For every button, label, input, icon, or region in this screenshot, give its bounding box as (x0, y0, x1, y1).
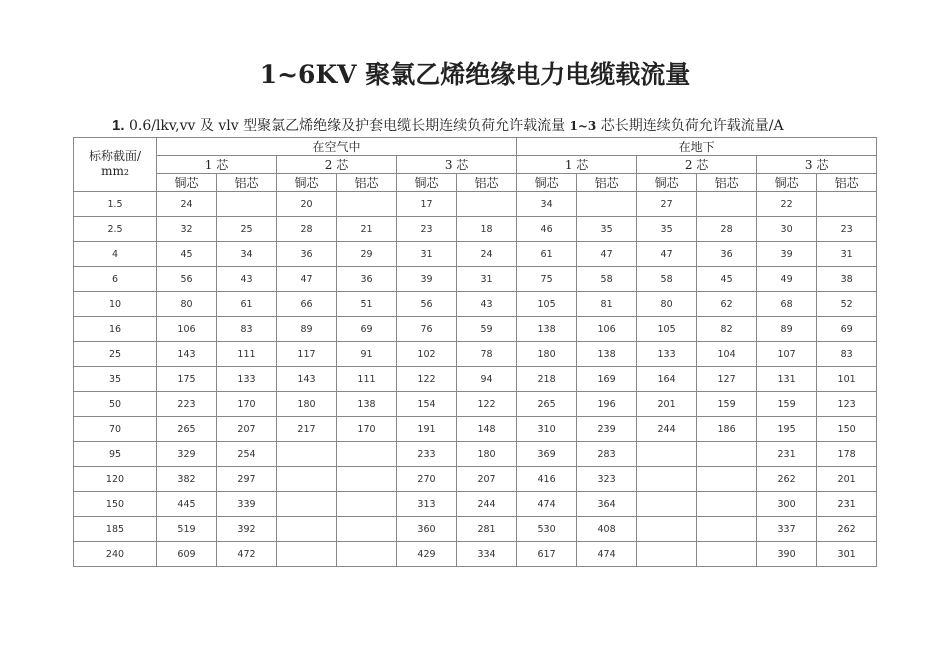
cell-current-value: 45 (697, 267, 757, 292)
cell-current-value: 369 (517, 442, 577, 467)
cell-current-value: 66 (277, 292, 337, 317)
cell-section-size: 150 (74, 492, 157, 517)
cell-current-value: 111 (217, 342, 277, 367)
cell-current-value (277, 517, 337, 542)
cell-current-value: 43 (457, 292, 517, 317)
cell-current-value (337, 517, 397, 542)
cell-current-value: 47 (277, 267, 337, 292)
table-row (74, 517, 877, 542)
cell-section-size: 185 (74, 517, 157, 542)
cell-current-value: 62 (697, 292, 757, 317)
cell-current-value: 47 (577, 242, 637, 267)
header-conductor-material: 铝芯 (817, 174, 877, 192)
cell-current-value: 143 (157, 342, 217, 367)
cell-current-value: 75 (517, 267, 577, 292)
cell-current-value: 131 (757, 367, 817, 392)
cell-current-value: 617 (517, 542, 577, 567)
cell-current-value (277, 442, 337, 467)
cell-current-value: 18 (457, 217, 517, 242)
cell-current-value (817, 192, 877, 217)
cell-current-value: 218 (517, 367, 577, 392)
cell-current-value: 297 (217, 467, 277, 492)
cell-current-value: 254 (217, 442, 277, 467)
cell-current-value: 117 (277, 342, 337, 367)
cell-current-value: 27 (637, 192, 697, 217)
cell-current-value (217, 192, 277, 217)
cell-current-value: 34 (217, 242, 277, 267)
cell-current-value: 262 (757, 467, 817, 492)
table-row (74, 492, 877, 517)
header-conductor-material: 铝芯 (217, 174, 277, 192)
cell-current-value (277, 492, 337, 517)
cell-current-value (457, 192, 517, 217)
cell-section-size: 25 (74, 342, 157, 367)
cell-current-value: 104 (697, 342, 757, 367)
cell-current-value: 201 (817, 467, 877, 492)
cell-current-value (697, 517, 757, 542)
cell-current-value: 239 (577, 417, 637, 442)
cell-current-value: 122 (457, 392, 517, 417)
header-conductor-material: 铜芯 (757, 174, 817, 192)
cell-current-value: 175 (157, 367, 217, 392)
cell-current-value: 196 (577, 392, 637, 417)
cell-current-value: 445 (157, 492, 217, 517)
table-row (74, 467, 877, 492)
cell-current-value: 123 (817, 392, 877, 417)
cell-current-value: 35 (637, 217, 697, 242)
cell-current-value: 178 (817, 442, 877, 467)
cell-current-value: 81 (577, 292, 637, 317)
header-core-count: 1 芯 (157, 156, 277, 174)
cell-current-value: 31 (817, 242, 877, 267)
cell-current-value: 300 (757, 492, 817, 517)
cell-current-value (337, 492, 397, 517)
cell-section-size: 120 (74, 467, 157, 492)
cell-current-value: 59 (457, 317, 517, 342)
cell-current-value: 170 (337, 417, 397, 442)
cell-current-value: 39 (757, 242, 817, 267)
header-conductor-material: 铜芯 (637, 174, 697, 192)
cell-section-size: 240 (74, 542, 157, 567)
cell-current-value: 133 (217, 367, 277, 392)
cell-current-value: 101 (817, 367, 877, 392)
cell-current-value: 69 (817, 317, 877, 342)
cell-current-value (637, 467, 697, 492)
cell-current-value: 36 (277, 242, 337, 267)
cell-current-value: 265 (157, 417, 217, 442)
cell-current-value: 46 (517, 217, 577, 242)
ampacity-table (73, 137, 877, 567)
cell-current-value: 105 (517, 292, 577, 317)
table-row (74, 317, 877, 342)
cell-current-value: 52 (817, 292, 877, 317)
cell-current-value: 472 (217, 542, 277, 567)
cell-current-value: 23 (817, 217, 877, 242)
cell-current-value: 207 (217, 417, 277, 442)
cell-current-value: 69 (337, 317, 397, 342)
cell-current-value: 283 (577, 442, 637, 467)
header-conductor-material: 铝芯 (457, 174, 517, 192)
cell-current-value: 334 (457, 542, 517, 567)
cell-current-value: 20 (277, 192, 337, 217)
cell-current-value: 244 (637, 417, 697, 442)
cell-current-value: 339 (217, 492, 277, 517)
cell-current-value: 61 (217, 292, 277, 317)
cell-current-value: 164 (637, 367, 697, 392)
cell-current-value: 530 (517, 517, 577, 542)
cell-current-value: 186 (697, 417, 757, 442)
header-in-air: 在空气中 (157, 138, 517, 156)
cell-current-value: 265 (517, 392, 577, 417)
header-conductor-material: 铝芯 (577, 174, 637, 192)
cell-current-value: 323 (577, 467, 637, 492)
cell-current-value: 138 (517, 317, 577, 342)
cell-current-value: 270 (397, 467, 457, 492)
cell-current-value: 301 (817, 542, 877, 567)
cell-current-value: 154 (397, 392, 457, 417)
cell-section-size: 10 (74, 292, 157, 317)
header-core-count: 3 芯 (757, 156, 877, 174)
table-row (74, 442, 877, 467)
cell-current-value (577, 192, 637, 217)
cell-current-value: 107 (757, 342, 817, 367)
cell-current-value (637, 517, 697, 542)
cell-current-value: 36 (697, 242, 757, 267)
cell-current-value: 150 (817, 417, 877, 442)
cell-current-value: 25 (217, 217, 277, 242)
table-row (74, 217, 877, 242)
cell-current-value: 122 (397, 367, 457, 392)
cell-current-value: 127 (697, 367, 757, 392)
cell-current-value: 80 (637, 292, 697, 317)
table-caption (112, 115, 784, 135)
cell-current-value: 61 (517, 242, 577, 267)
cell-current-value: 111 (337, 367, 397, 392)
cell-current-value: 68 (757, 292, 817, 317)
cell-current-value: 56 (397, 292, 457, 317)
caption-number: 1. (112, 117, 125, 134)
cell-current-value: 24 (457, 242, 517, 267)
cell-current-value: 22 (757, 192, 817, 217)
table-row (74, 417, 877, 442)
cell-current-value: 233 (397, 442, 457, 467)
cell-current-value: 281 (457, 517, 517, 542)
cell-current-value: 36 (337, 267, 397, 292)
cell-current-value: 408 (577, 517, 637, 542)
cell-current-value: 474 (577, 542, 637, 567)
header-conductor-material: 铝芯 (337, 174, 397, 192)
cell-current-value: 609 (157, 542, 217, 567)
table-row (74, 242, 877, 267)
cell-current-value: 195 (757, 417, 817, 442)
cell-current-value: 262 (817, 517, 877, 542)
cell-current-value (637, 542, 697, 567)
cell-current-value: 56 (157, 267, 217, 292)
cell-current-value: 47 (637, 242, 697, 267)
cell-current-value: 45 (157, 242, 217, 267)
cell-current-value: 392 (217, 517, 277, 542)
cell-current-value: 180 (277, 392, 337, 417)
cell-current-value: 78 (457, 342, 517, 367)
cell-current-value: 143 (277, 367, 337, 392)
cell-section-size: 1.5 (74, 192, 157, 217)
cell-current-value: 82 (697, 317, 757, 342)
caption-rest: 芯长期连续负荷允许载流量/A (596, 118, 784, 134)
cell-current-value: 310 (517, 417, 577, 442)
document-title: 1~6KV 聚氯乙烯绝缘电力电缆载流量 (259, 60, 691, 89)
header-conductor-material: 铜芯 (157, 174, 217, 192)
cell-current-value: 31 (397, 242, 457, 267)
table-row (74, 292, 877, 317)
header-conductor-material: 铜芯 (277, 174, 337, 192)
cell-current-value (637, 492, 697, 517)
cell-current-value: 244 (457, 492, 517, 517)
header-core-count: 2 芯 (637, 156, 757, 174)
cell-current-value: 217 (277, 417, 337, 442)
table-row (74, 192, 877, 217)
cell-current-value: 313 (397, 492, 457, 517)
header-conductor-material: 铝芯 (697, 174, 757, 192)
cell-current-value: 138 (337, 392, 397, 417)
caption-text: 0.6/lkv,vv 及 vlv 型聚氯乙烯绝缘及护套电缆长期连续负荷允许载流量 (124, 118, 570, 134)
cell-current-value: 390 (757, 542, 817, 567)
cell-current-value: 364 (577, 492, 637, 517)
cell-section-size: 50 (74, 392, 157, 417)
cell-section-size: 35 (74, 367, 157, 392)
cell-current-value: 159 (697, 392, 757, 417)
cell-current-value: 38 (817, 267, 877, 292)
caption-bold: 1~3 (569, 119, 597, 133)
cell-current-value: 51 (337, 292, 397, 317)
cell-current-value: 223 (157, 392, 217, 417)
cell-current-value (337, 192, 397, 217)
cell-current-value: 91 (337, 342, 397, 367)
cell-current-value: 83 (817, 342, 877, 367)
cell-current-value: 159 (757, 392, 817, 417)
cell-current-value: 39 (397, 267, 457, 292)
cell-section-size: 70 (74, 417, 157, 442)
cell-current-value: 49 (757, 267, 817, 292)
cell-current-value: 519 (157, 517, 217, 542)
cell-section-size: 4 (74, 242, 157, 267)
header-underground: 在地下 (517, 138, 877, 156)
cell-current-value (337, 442, 397, 467)
cell-current-value: 201 (637, 392, 697, 417)
cell-current-value: 102 (397, 342, 457, 367)
cell-current-value: 429 (397, 542, 457, 567)
header-core-count: 3 芯 (397, 156, 517, 174)
cell-section-size: 6 (74, 267, 157, 292)
cell-current-value: 106 (577, 317, 637, 342)
cell-current-value (277, 467, 337, 492)
cell-current-value (697, 542, 757, 567)
cell-current-value: 35 (577, 217, 637, 242)
cell-current-value (697, 492, 757, 517)
table-row (74, 392, 877, 417)
cell-current-value: 329 (157, 442, 217, 467)
cell-current-value: 31 (457, 267, 517, 292)
cell-current-value (277, 542, 337, 567)
cell-current-value: 138 (577, 342, 637, 367)
cell-current-value: 80 (157, 292, 217, 317)
cell-current-value (697, 442, 757, 467)
table-row (74, 342, 877, 367)
cell-current-value: 94 (457, 367, 517, 392)
cell-current-value: 191 (397, 417, 457, 442)
cell-current-value: 76 (397, 317, 457, 342)
cell-current-value: 207 (457, 467, 517, 492)
cell-current-value (697, 192, 757, 217)
cell-current-value (337, 542, 397, 567)
header-core-count: 2 芯 (277, 156, 397, 174)
header-nominal-section: 标称截面/ mm2 (74, 138, 157, 192)
cell-current-value: 29 (337, 242, 397, 267)
cell-current-value: 34 (517, 192, 577, 217)
header-core-count: 1 芯 (517, 156, 637, 174)
cell-current-value: 170 (217, 392, 277, 417)
table-row (74, 542, 877, 567)
cell-current-value: 30 (757, 217, 817, 242)
cell-current-value: 32 (157, 217, 217, 242)
cell-section-size: 16 (74, 317, 157, 342)
table-row (74, 267, 877, 292)
cell-current-value: 89 (277, 317, 337, 342)
cell-section-size: 95 (74, 442, 157, 467)
cell-current-value: 58 (577, 267, 637, 292)
cell-section-size: 2.5 (74, 217, 157, 242)
cell-current-value: 28 (277, 217, 337, 242)
cell-current-value: 180 (457, 442, 517, 467)
cell-current-value: 17 (397, 192, 457, 217)
cell-current-value (697, 467, 757, 492)
header-conductor-material: 铜芯 (517, 174, 577, 192)
cell-current-value: 89 (757, 317, 817, 342)
cell-current-value: 474 (517, 492, 577, 517)
cell-current-value: 416 (517, 467, 577, 492)
cell-current-value: 43 (217, 267, 277, 292)
cell-current-value: 169 (577, 367, 637, 392)
cell-current-value (337, 467, 397, 492)
cell-current-value: 231 (817, 492, 877, 517)
cell-current-value: 23 (397, 217, 457, 242)
cell-current-value (637, 442, 697, 467)
table-row (74, 367, 877, 392)
cell-current-value: 337 (757, 517, 817, 542)
cell-current-value: 21 (337, 217, 397, 242)
cell-current-value: 58 (637, 267, 697, 292)
cell-current-value: 24 (157, 192, 217, 217)
cell-current-value: 148 (457, 417, 517, 442)
cell-current-value: 105 (637, 317, 697, 342)
cell-current-value: 231 (757, 442, 817, 467)
cell-current-value: 360 (397, 517, 457, 542)
cell-current-value: 28 (697, 217, 757, 242)
cell-current-value: 382 (157, 467, 217, 492)
cell-current-value: 106 (157, 317, 217, 342)
cell-current-value: 83 (217, 317, 277, 342)
cell-current-value: 133 (637, 342, 697, 367)
cell-current-value: 180 (517, 342, 577, 367)
header-conductor-material: 铜芯 (397, 174, 457, 192)
